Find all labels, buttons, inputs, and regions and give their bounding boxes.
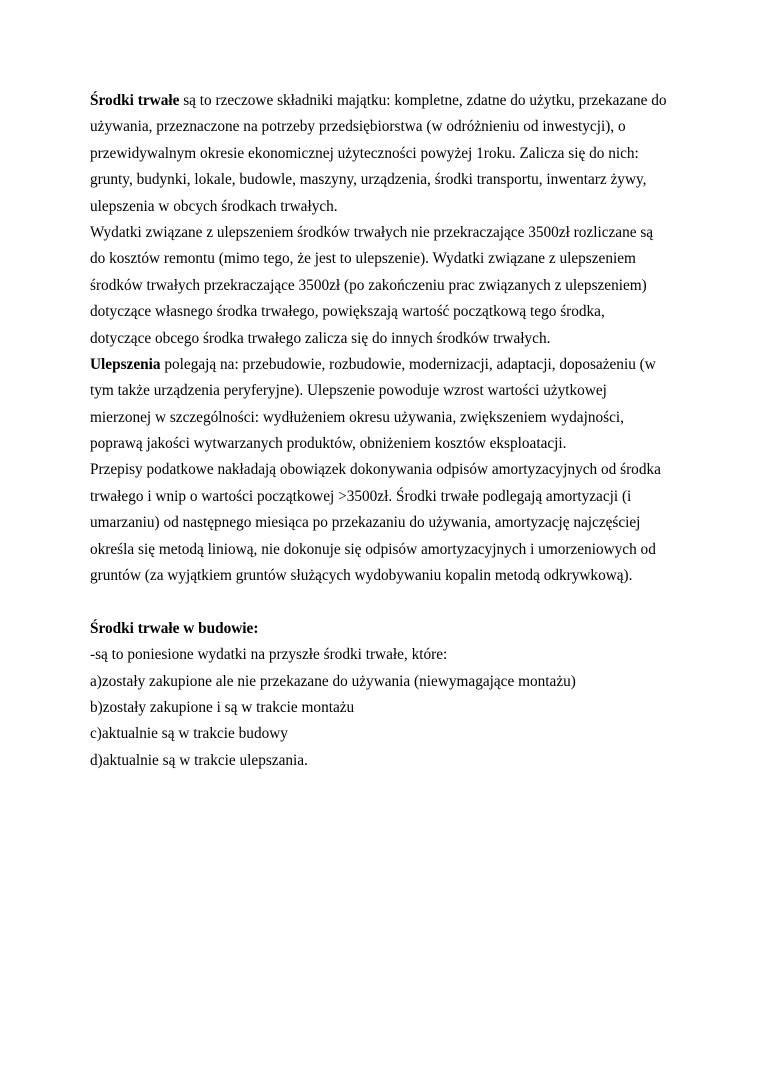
para2-line-3: środków trwałych przekraczające 3500zł (po zakończeniu prac związanych z ulepszeniem) (90, 276, 647, 294)
para1-line-5: ulepszenia w obcych środkach trwałych. (90, 197, 338, 215)
para3-line-1 (90, 352, 690, 378)
para3-line-1-text: polegają na: przebudowie, rozbudowie, modernizacji, adaptacji, doposażeniu (w (160, 355, 656, 373)
para2-line-1: Wydatki związane z ulepszeniem środków trwałych nie przekraczające 3500zł rozliczane są (90, 223, 654, 241)
section2-heading-line (90, 616, 690, 642)
para1-line-1-text: są to rzeczowe składniki majątku: kompletne, zdatne do użytku, przekazane do (179, 92, 667, 109)
para1-line-2: używania, przeznaczone na potrzeby przedsiębiorstwa (w odróżnieniu od inwestycji), o (90, 118, 626, 136)
heading-srodki-trwale: Środki trwałe (90, 92, 180, 109)
para1-line-1 (90, 88, 690, 114)
para2-line-2: do kosztów remontu (mimo tego, że jest to ulepszenie). Wydatki związane z ulepszeniem (90, 250, 636, 268)
para1-line-3: przewidywalnym okresie ekonomicznej użyteczności powyżej 1roku. Zalicza się do nich: (90, 144, 639, 162)
heading-srodki-trwale-w-budowie: Środki trwałe w budowie (90, 619, 254, 637)
section2-item-d: d)aktualnie są w trakcie ulepszania. (90, 751, 308, 769)
heading-ulepszenia: Ulepszenia (90, 355, 161, 373)
para4-line-2: trwałego i wnip o wartości początkowej >3500zł. Środki trwałe podlegają amortyzacji (i (90, 487, 632, 505)
heading-colon: : (253, 619, 259, 637)
para3-line-3: mierzonej w szczególności: wydłużeniem okresu używania, zwiększeniem wydajności, (90, 408, 624, 426)
section2-line-1: -są to poniesione wydatki na przyszłe środki trwałe, które: (90, 646, 448, 664)
para4-line-3: umarzaniu) od następnego miesiąca po przekazaniu do używania, amortyzację najczęściej (90, 514, 641, 532)
para4-line-1: Przepisy podatkowe nakładają obowiązek dokonywania odpisów amortyzacyjnych od środka (90, 461, 661, 479)
section2-item-c: c)aktualnie są w trakcie budowy (90, 725, 288, 743)
para2-line-5: dotyczące obcego środka trwałego zalicza się do innych środków trwałych. (90, 329, 551, 347)
para3-line-4: poprawą jakości wytwarzanych produktów, obniżeniem kosztów eksploatacji. (90, 435, 567, 453)
para4-line-5: gruntów (za wyjątkiem gruntów służących wydobywaniu kopalin metodą odkrywkową). (90, 567, 633, 585)
para4-line-4: określa się metodą liniową, nie dokonuje się odpisów amortyzacyjnych i umorzeniowych od (90, 540, 656, 558)
para1-line-4: grunty, budynki, lokale, budowle, maszyny, urządzenia, środki transportu, inwentarz żywy, (90, 171, 647, 189)
section2-item-b: b)zostały zakupione i są w trakcie montażu (90, 698, 355, 716)
document-page (90, 88, 690, 774)
para2-line-4: dotyczące własnego środka trwałego, powiększają wartość początkową tego środka, (90, 303, 605, 321)
paragraph-spacer (90, 589, 690, 615)
section2-item-a: a)zostały zakupione ale nie przekazane do używania (niewymagające montażu) (90, 672, 576, 690)
para3-line-2: tym także urządzenia peryferyjne). Ulepszenie powoduje wzrost wartości użytkowej (90, 382, 607, 400)
